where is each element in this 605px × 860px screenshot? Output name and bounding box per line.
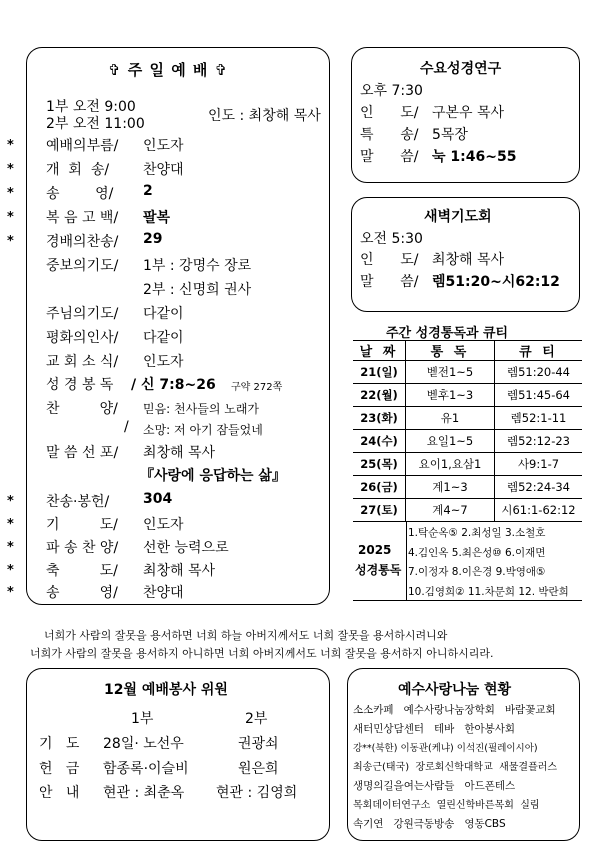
volunteer-role: 기 도	[39, 736, 80, 752]
standing-mark: *	[7, 210, 14, 225]
reading-names-line: 10.김영희② 11.차문희 12. 박란희	[408, 585, 569, 598]
volunteer-role: 안 내	[39, 785, 80, 801]
order-value: 최창해 목사	[143, 563, 216, 579]
reading-cell: 벧전1~5	[406, 361, 495, 384]
sharing-title: 예수사랑나눔 현황	[398, 682, 512, 698]
date-cell: 23(화)	[353, 407, 406, 430]
dawn-time: 오전 5:30	[360, 231, 423, 247]
qt-cell: 렘52:1-11	[495, 407, 583, 430]
table-row	[353, 407, 582, 430]
order-value: 인도자	[143, 138, 184, 154]
reading-cell: 계4~7	[406, 499, 495, 522]
header-date: 날 짜	[353, 341, 406, 361]
volunteer-service-2: 원은희	[238, 761, 279, 777]
wednesday-row-value: 구본우 목사	[432, 105, 505, 121]
wednesday-row-value: 눅 1:46~55	[432, 149, 517, 165]
reading-names-line: 1.탁순옥⑤ 2.최성일 3.소철호	[408, 527, 546, 539]
wednesday-row-value: 5목장	[432, 127, 468, 143]
order-value: 2부 : 신명희 권사	[143, 282, 252, 298]
sharing-line: 속기연 강원극동방송 영동CBS	[353, 818, 506, 830]
volunteer-service-1: 28일· 노선우	[103, 736, 184, 752]
standing-mark: *	[7, 162, 14, 177]
standing-mark: *	[7, 540, 14, 555]
sunday-worship-title: ✞ 주 일 예 배 ✞	[108, 61, 229, 79]
sharing-line: 강**(북한) 이동관(케냐) 이석진(필레이시아)	[353, 743, 538, 754]
service-1-time: 1부 오전 9:00	[46, 99, 136, 115]
standing-mark: *	[7, 494, 14, 509]
order-label: 송 영/	[46, 186, 114, 202]
date-cell: 25(목)	[353, 453, 406, 476]
dawn-prayer-title: 새벽기도회	[424, 209, 492, 225]
order-value: 다같이	[143, 330, 184, 346]
order-label: 교 회 소 식/	[46, 354, 119, 370]
verse-line-1: 너희가 사람의 잘못을 용서하면 너희 하늘 아버지께서도 너희 잘못을 용서하시려니와	[44, 629, 448, 642]
standing-mark: *	[7, 563, 14, 578]
reading-cell: 계1~3	[406, 476, 495, 499]
volunteer-service-1: 함종록·이슬비	[103, 761, 189, 777]
date-cell: 22(월)	[353, 384, 406, 407]
table-row	[353, 453, 582, 476]
order-label: 복 음 고 백/	[46, 210, 119, 226]
scripture-value: / 신 7:8~26	[131, 377, 216, 393]
sharing-line: 새터민상담센터 테바 한아봉사회	[353, 723, 516, 735]
order-label: 개 회 송/	[46, 162, 110, 178]
wednesday-row-label: 말 씀/	[360, 149, 419, 165]
reading-2025-label: 성경통독	[355, 563, 402, 577]
order-label: 축 도/	[46, 563, 118, 579]
order-label: 경배의찬송/	[46, 234, 119, 250]
standing-mark: *	[7, 138, 14, 153]
wednesday-study-title: 수요성경연구	[420, 61, 502, 77]
order-label: 예배의부름/	[46, 138, 119, 154]
sermon-preacher: 최창해 목사	[143, 445, 216, 461]
date-cell: 26(금)	[353, 476, 406, 499]
wednesday-row-label: 인 도/	[360, 105, 419, 121]
volunteer-role: 헌 금	[39, 761, 80, 777]
scripture-label: 성 경 봉 독	[46, 377, 114, 393]
weekly-reading-title: 주간 성경통독과 큐티	[386, 326, 509, 341]
volunteers-col-2: 2부	[245, 711, 268, 727]
reading-2025-divider	[406, 521, 407, 601]
order-label: 송 영/	[46, 585, 118, 601]
order-label: 주님의기도/	[46, 306, 119, 322]
volunteers-col-1: 1부	[131, 711, 154, 727]
order-value: 1부 : 강명수 장로	[143, 258, 252, 274]
service-leader: 인도 : 최창해 목사	[208, 108, 321, 124]
standing-mark: *	[7, 517, 14, 532]
qt-cell: 사9:1-7	[495, 453, 583, 476]
reading-names-line: 4.김인옥 5.최은성⑩ 6.이재면	[408, 546, 546, 559]
date-cell: 24(수)	[353, 430, 406, 453]
order-value: 2	[143, 183, 153, 199]
table-header-row	[353, 341, 582, 361]
sharing-line: 생명의길을여는사람들 아드폰테스	[353, 780, 516, 792]
qt-cell: 시61:1-62:12	[495, 499, 583, 522]
dawn-row-label: 인 도/	[360, 252, 419, 268]
weekly-reading-table	[353, 340, 582, 522]
service-2-time: 2부 오전 11:00	[46, 116, 145, 132]
praise-song-faith: 믿음: 천사들의 노래가	[143, 402, 260, 416]
volunteer-service-2: 현관 : 김영희	[216, 785, 298, 801]
table-row	[353, 430, 582, 453]
wednesday-row-label: 특 송/	[360, 127, 419, 143]
table-row	[353, 361, 582, 384]
header-reading: 통 독	[406, 341, 495, 361]
reading-2025-year: 2025	[358, 543, 392, 557]
order-label: 기 도/	[46, 517, 118, 533]
qt-cell: 렘51:45-64	[495, 384, 583, 407]
volunteers-title: 12월 예배봉사 위원	[104, 682, 228, 698]
praise-label: 찬 양/	[46, 401, 118, 417]
dawn-row-value: 최창해 목사	[432, 252, 505, 268]
order-label: 평화의인사/	[46, 330, 119, 346]
qt-cell: 렘52:12-23	[495, 430, 583, 453]
order-value: 29	[143, 231, 163, 247]
sermon-title: 『사랑에 응답하는 삶』	[140, 468, 286, 484]
table-row	[353, 499, 582, 522]
qt-cell: 렘52:24-34	[495, 476, 583, 499]
reading-cell: 벧후1~3	[406, 384, 495, 407]
order-value: 인도자	[143, 517, 184, 533]
standing-mark: *	[7, 234, 14, 249]
order-value: 인도자	[143, 354, 184, 370]
order-value: 다같이	[143, 306, 184, 322]
date-cell: 27(토)	[353, 499, 406, 522]
table-row	[353, 384, 582, 407]
qt-cell: 렘51:20-44	[495, 361, 583, 384]
standing-mark: *	[7, 585, 14, 600]
reading-cell: 요일1~5	[406, 430, 495, 453]
scripture-page-note: 구약 272쪽	[231, 382, 283, 393]
dawn-row-label: 말 씀/	[360, 274, 419, 290]
order-value: 찬양대	[143, 585, 184, 601]
table-row	[353, 476, 582, 499]
sharing-line: 최송근(태국) 장로회신학대학교 새물결플러스	[353, 762, 558, 773]
reading-cell: 유1	[406, 407, 495, 430]
order-value: 찬양대	[143, 162, 184, 178]
sharing-line: 소소카페 예수사랑나눔장학회 바람꽃교회	[353, 704, 556, 716]
sharing-list	[353, 701, 577, 834]
praise-slash: /	[124, 419, 129, 435]
sermon-label: 말 씀 선 포/	[46, 445, 119, 461]
praise-song-hope: 소망: 저 아기 잠들었네	[143, 423, 263, 437]
verse-line-2: 너희가 사람의 잘못을 용서하지 아니하면 너희 아버지께서도 너희 잘못을 용서하지 아니하시리라.	[30, 647, 494, 660]
header-qt: 큐 티	[495, 341, 583, 361]
reading-cell: 요이1,요삼1	[406, 453, 495, 476]
dawn-row-value: 렘51:20~시62:12	[432, 274, 560, 290]
date-cell: 21(일)	[353, 361, 406, 384]
order-value: 선한 능력으로	[143, 540, 229, 556]
order-label: 찬송·봉헌/	[46, 494, 110, 510]
reading-2025-names	[408, 524, 580, 602]
order-label: 중보의기도/	[46, 258, 119, 274]
order-label: 파 송 찬 양/	[46, 540, 119, 556]
order-value: 304	[143, 491, 173, 507]
reading-names-line: 7.이정자 8.이은경 9.박영애⑤	[408, 566, 546, 578]
volunteer-service-1: 현관 : 최춘옥	[103, 785, 185, 801]
wednesday-time: 오후 7:30	[360, 83, 423, 99]
sharing-line: 목회데이터연구소 열린신학바른목회 실림	[353, 800, 540, 811]
standing-mark: *	[7, 186, 14, 201]
volunteer-service-2: 권광쇠	[238, 736, 279, 752]
order-value: 팔복	[143, 210, 171, 226]
